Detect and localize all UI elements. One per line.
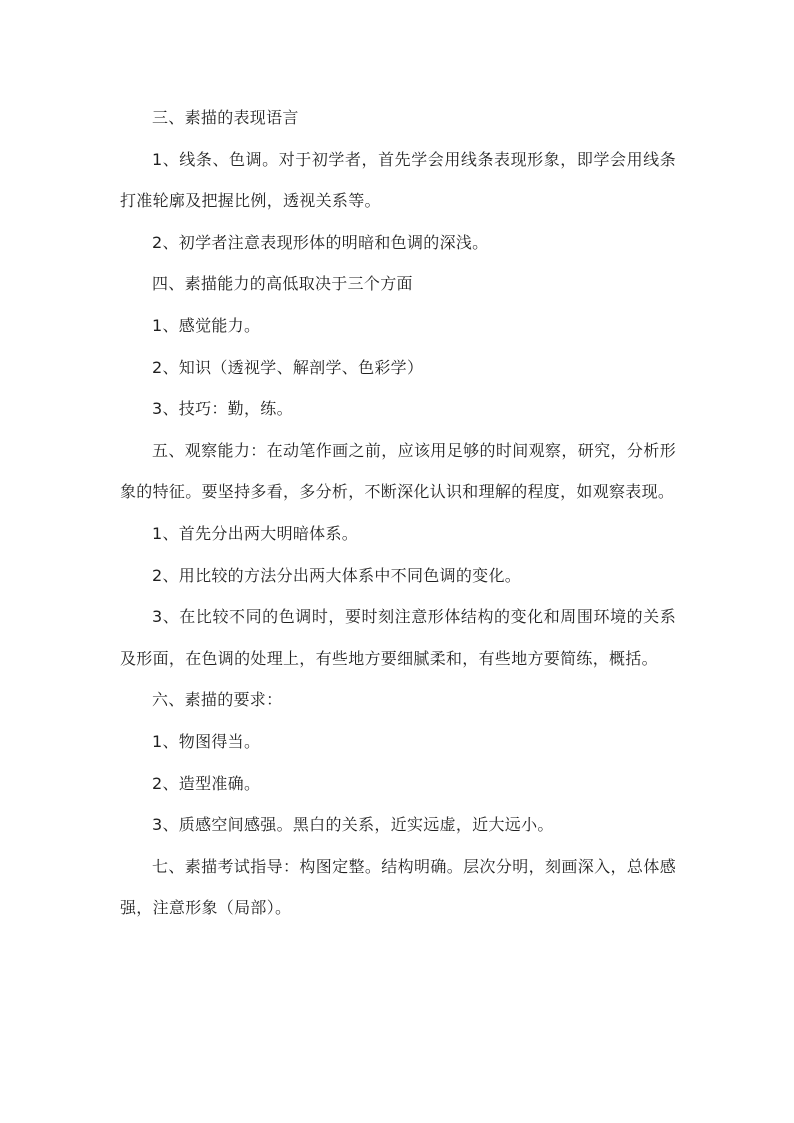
section-heading-5: 五、观察能力：在动笔作画之前，应该用足够的时间观察，研究，分析形象的特征。要坚持多看，多分析，不断深化认识和理解的程度，如观察表现。 bbox=[120, 440, 676, 502]
paragraph: 3、在比较不同的色调时，要时刻注意形体结构的变化和周围环境的关系及形面，在色调的处理上，有些地方要细腻柔和，有些地方要简练，概括。 bbox=[120, 607, 676, 668]
paragraph: 2、造型准确。 bbox=[152, 773, 261, 793]
paragraph: 1、线条、色调。对于初学者，首先学会用线条表现形象，即学会用线条打准轮廓及把握比例，透视关系等。 bbox=[120, 149, 676, 211]
paragraph: 2、初学者注意表现形体的明暗和色调的深浅。 bbox=[152, 232, 489, 252]
document-body bbox=[120, 97, 676, 929]
section-heading-7: 七、素描考试指导：构图定整。结构明确。层次分明，刻画深入，总体感强，注意形象（局部）。 bbox=[120, 856, 676, 918]
section-heading-3: 三、素描的表现语言 bbox=[152, 108, 299, 127]
paragraph: 3、质感空间感强。黑白的关系，近实远虚，近大远小。 bbox=[152, 815, 554, 835]
section-heading-6: 六、素描的要求： bbox=[152, 690, 283, 710]
paragraph: 1、感觉能力。 bbox=[152, 315, 261, 335]
paragraph: 1、物图得当。 bbox=[152, 731, 261, 751]
paragraph: 3、技巧：勤，练。 bbox=[152, 399, 293, 419]
section-heading-4: 四、素描能力的高低取决于三个方面 bbox=[152, 274, 413, 294]
paragraph: 1、首先分出两大明暗体系。 bbox=[152, 523, 359, 543]
paragraph: 2、知识（透视学、解剖学、色彩学） bbox=[152, 357, 424, 377]
paragraph: 2、用比较的方法分出两大体系中不同色调的变化。 bbox=[152, 565, 522, 585]
